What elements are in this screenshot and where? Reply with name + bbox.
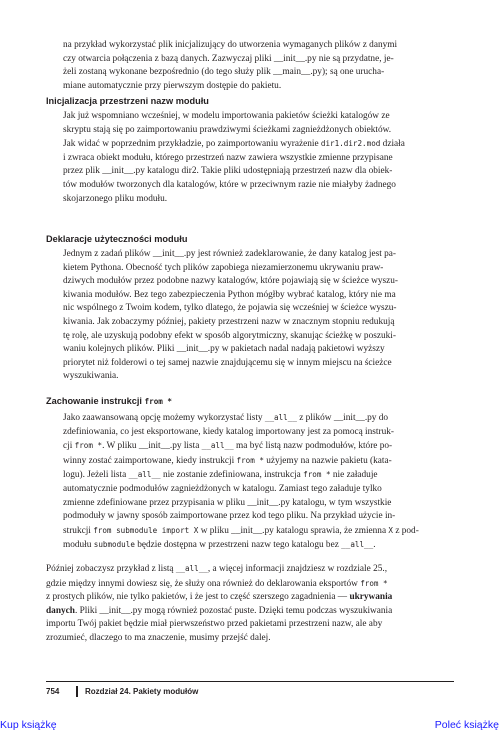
text: z prostych plików, nie tylko pakietów, i że jest to część szerszego zagadnienia — <box>46 592 348 603</box>
s3-line-6: automatycznie podmodułów zagnieżdżonych w katalogu. Zamiast tego załaduje tylko <box>63 483 382 494</box>
final-line-3 <box>46 591 454 605</box>
s1-line-2: skryptu stają się po zaimportowaniu prawdziwymi ścieżkami zagnieżdżonych obiektów. <box>63 124 392 135</box>
s3-line-9 <box>63 524 454 539</box>
section-2-paragraph <box>63 248 454 384</box>
text: . W pliku __init__.py lista <box>102 441 200 452</box>
text: z plików __init__.py do <box>299 413 389 423</box>
text: logu). Jeżeli lista <box>63 470 127 481</box>
text: strukcji <box>63 525 91 536</box>
s3-line-7: zmienne zdefiniowane przez przypisania w pliku __init__.py katalogu, w tym wszystkie <box>63 497 392 508</box>
page-footer <box>46 681 454 703</box>
s3-line-2: zdefiniowania, co jest eksportowane, kiedy katalog importowany jest za pomocą instruk- <box>63 426 394 437</box>
section-3-paragraph <box>63 411 454 553</box>
intro-line-3: żeli zostaną wykonane bezpośrednio (do tego służy plik __main__.py); są one urucha- <box>63 67 385 78</box>
text: . Pliki __init__.py mogą również pozostać puste. Dzięki temu podczas wyszukiwania <box>74 605 393 616</box>
text: nie zostanie zdefiniowana, instrukcja <box>162 470 301 481</box>
text: nie załaduje <box>332 470 378 481</box>
s3-line-4 <box>63 454 454 469</box>
text: będzie dostępna w przestrzeni nazw tego katalogu bez <box>137 540 339 551</box>
footer-rule <box>46 681 454 682</box>
text: ma być listą nazw podmodułów, które po- <box>236 441 393 452</box>
s2-line-10: wyszukiwania. <box>63 371 119 382</box>
s2-line-5: nic wspólnego z Twoim kodem, tylko dlatego, że pojawia się wcześniej w ścieżce wyszu- <box>63 303 397 314</box>
s3-line-8: podmoduły w jawny sposób zaimportowane przez kod tego pliku. Na przykład użycie in- <box>63 511 396 522</box>
s1-line-4: i zwraca obiekt modułu, którego przestrzeń nazw zawiera wszystkie zmienne przypisane <box>63 152 393 163</box>
text: Później zobaczysz przykład z listą <box>46 564 174 574</box>
heading-text: Zachowanie instrukcji <box>46 396 142 406</box>
inline-code: X <box>388 525 393 535</box>
intro-paragraph <box>63 39 454 93</box>
text: . <box>373 540 376 551</box>
inline-code: from * <box>360 578 388 588</box>
s2-line-6: kiwania. Jak zobaczymy później, pakiety przestrzeni nazw w znacznym stopniu redukują <box>63 316 395 327</box>
s1-line-1: Jak już wspomniano wcześniej, w modelu importowania pakietów ścieżki katalogów ze <box>63 111 390 121</box>
inline-code: submodule <box>93 540 135 550</box>
bold-term: ukrywania <box>349 592 393 603</box>
section-heading-declarations: Deklaracje użyteczności modułu <box>46 234 188 244</box>
text: , a więcej informacji znajdziesz w rozdziale 25., <box>207 564 388 574</box>
text: Jako zaawansowaną opcję możemy wykorzystać listy <box>63 413 263 423</box>
inline-code: from * <box>74 441 103 451</box>
s3-line-5 <box>63 468 454 483</box>
final-paragraph <box>46 562 454 646</box>
s3-line-1 <box>63 411 454 426</box>
text: użyjemy na nazwie pakietu (kata- <box>266 455 392 466</box>
inline-code: from * <box>236 455 264 465</box>
intro-line-1: na przykład wykorzystać plik inicjalizujący do utworzenia wymaganych plików z danymi <box>63 40 398 50</box>
s2-line-9: priorytet niż folderowi o tej samej nazwie znajdującemu się w innym miejscu na ścieżce <box>63 357 392 368</box>
final-line-4 <box>46 605 454 619</box>
s1-line-6: tów modułów tworzonych dla katalogów, które w przeciwnym razie nie miałyby żadnego <box>63 179 396 190</box>
s2-line-1: Jednym z zadań plików __init__.py jest również zadeklarowanie, że dany katalog jest pa- <box>63 249 397 259</box>
text: winny zostać zaimportowane, kiedy instrukcji <box>63 455 235 466</box>
s1-line-3 <box>63 137 454 152</box>
inline-code: __all__ <box>264 413 297 422</box>
inline-code: __all__ <box>175 564 208 573</box>
final-line-1 <box>46 562 454 577</box>
bold-term: danych <box>46 605 75 616</box>
text: z pod- <box>395 525 419 536</box>
section-1-paragraph <box>63 110 454 206</box>
s1-line-7: skojarzonego pliku modułu. <box>63 193 168 204</box>
s2-line-8: waniu kolejnych plików. Pliki __init__.py w pakietach nadal nadają pakietowi wyższy <box>63 344 385 355</box>
section-heading-namespace: Inicjalizacja przestrzeni nazw modułu <box>46 96 209 106</box>
s2-line-2: kietem Pythona. Obecność tych plików zapobiega niezamierzonemu ukrywaniu praw- <box>63 262 384 273</box>
s2-line-4: kiwania modułów. Bez tego zabezpieczenia Python mógłby wybrać katalog, który nie ma <box>63 289 396 300</box>
inline-code: dir1.dir2.mod <box>320 139 381 149</box>
final-line-5: importu Twój pakiet będzie miał pierwszeństwo przed pakietami przestrzeni nazw, ale aby <box>46 619 383 630</box>
heading-code: from * <box>144 397 172 406</box>
inline-code: from * <box>303 470 331 480</box>
buy-book-link[interactable]: Kup książkę <box>0 719 57 731</box>
s1-line-5: przez plik __init__.py katalogu dir2. Takie pliki udostępniają przestrzeń nazw dla obiek- <box>63 166 393 177</box>
text: cji <box>63 441 73 452</box>
inline-code: from submodule import X <box>93 525 199 535</box>
s2-line-3: dziwych modułów przez podobne nazwy katalogów, które pojawiają się w ścieżce wyszu- <box>63 276 399 287</box>
inline-code: __all__ <box>201 441 234 451</box>
page-number: 754 <box>46 687 60 696</box>
s2-line-7: tę rolę, ale uzyskują podobny efekt w sposób algorytmiczny, skanując ścieżkę w poszuki- <box>63 330 396 341</box>
final-line-6: zrozumieć, dlaczego to ma znaczenie, musimy przejść dalej. <box>46 632 271 643</box>
s1-line-3-text: Jak widać w poprzednim przykładzie, po zaimportowaniu wyrażenie <box>63 139 319 150</box>
inline-code: __all__ <box>128 470 161 480</box>
chapter-title: Rozdział 24. Pakiety modułów <box>85 687 199 696</box>
footer-separator <box>76 686 78 697</box>
text: gdzie między innymi dowiesz się, że służy ona również do deklarowania eksportów <box>46 578 358 589</box>
text: modułu <box>63 540 92 551</box>
s1-line-3-tail: działa <box>382 139 405 150</box>
section-heading-from-star <box>46 396 172 406</box>
s3-line-3 <box>63 439 454 454</box>
final-line-2 <box>46 577 454 592</box>
inline-code: __all__ <box>341 540 374 550</box>
text: w pliku __init__.py katalogu sprawia, że zmienna <box>200 525 387 536</box>
s3-line-10 <box>63 538 454 553</box>
recommend-book-link[interactable]: Poleć książkę <box>434 719 499 731</box>
intro-line-2: czy otwarcia połączenia z bazą danych. Zazwyczaj pliki __init__.py nie są przydatne, je- <box>63 53 394 64</box>
intro-line-4: miane automatycznie przy pierwszym dostępie do pakietu. <box>63 80 282 91</box>
